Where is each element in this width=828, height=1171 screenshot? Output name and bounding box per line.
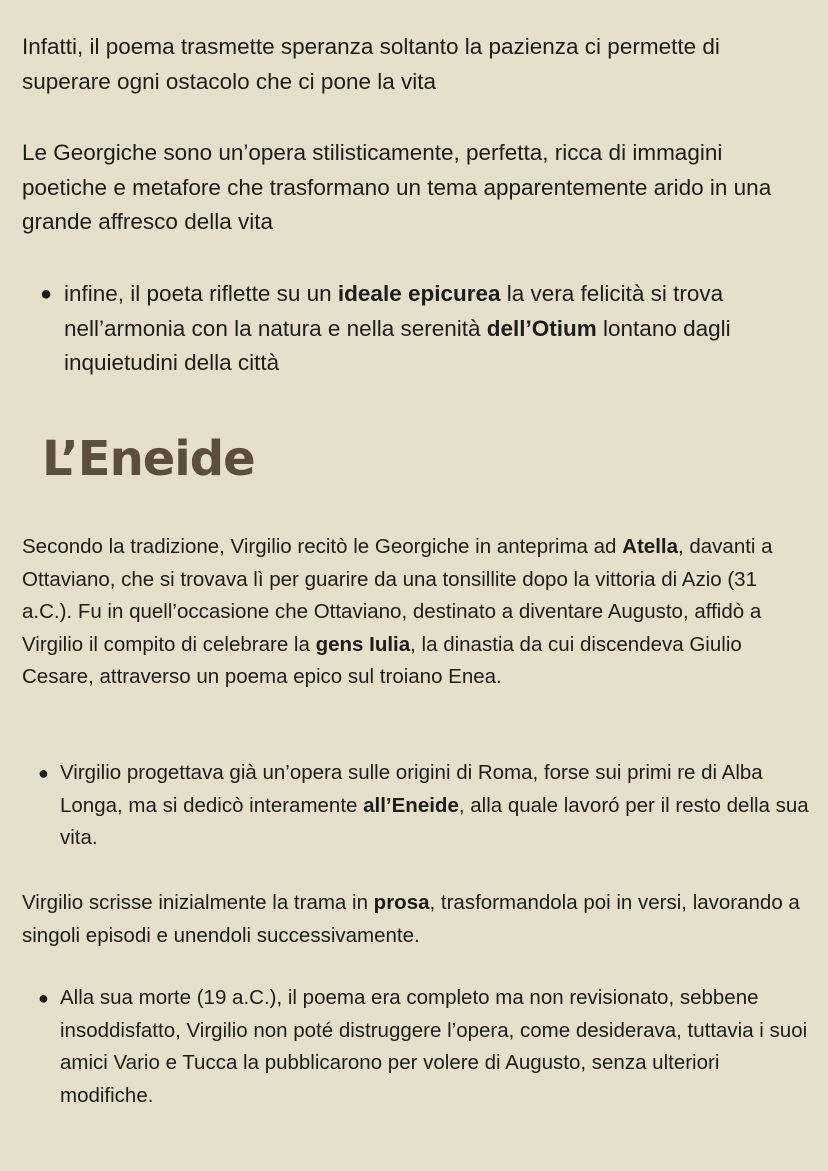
section-heading: L’Eneide — [42, 431, 255, 487]
section-bullet-1 — [38, 757, 815, 855]
section-bullet-2 — [38, 982, 815, 1112]
bold-term: dell’Otium — [486, 315, 597, 341]
bullet-dot-icon: ● — [38, 763, 49, 783]
bullet-dot-icon: ● — [40, 283, 53, 305]
bold-term: Atella — [622, 535, 678, 558]
paragraph-text: , davanti a Ottaviano, che si trovava lì per guarire da una tonsillite dopo la vittoria di Azio (31 a.C.). Fu in quell’occasione che Ottaviano, destinato a diventare Augusto, affidò a Virgilio il compito di celebrare la — [22, 535, 773, 656]
paragraph-text: Secondo la tradizione, Virgilio recitò le Georgiche in anteprima ad — [22, 535, 623, 558]
bullet-text: infine, il poeta riflette su un — [64, 281, 338, 306]
bullet-text: Alla sua morte (19 a.C.), il poema era completo ma non revisionato, sebbene insoddisfatto, Virgilio non poté distruggere l’opera, come desiderava, tuttavia i suoi amici Vario e Tucca la pubblicarono per volere di Augusto, senza ulteriori modifiche. — [60, 986, 808, 1107]
bullet-text: la vera felicità si trova nell’armonia con la natura e nella serenità — [64, 281, 724, 341]
paragraph-text: Virgilio scrisse inizialmente la trama in — [22, 891, 374, 914]
bold-term: ideale epicurea — [337, 281, 501, 306]
paragraph-text: , trasformandola poi in versi, lavorando a singoli episodi e unendoli successivamente. — [22, 891, 800, 947]
intro-bullet — [40, 277, 794, 381]
bullet-text: , alla quale lavoró per il resto della sua vita. — [60, 793, 809, 849]
section-paragraph-1 — [22, 531, 802, 694]
intro-paragraph-1: Infatti, il poema trasmette speranza soltanto la pazienza ci permette di superare ogni ostacolo che ci pone la vita — [22, 34, 720, 94]
bold-term: gens Iulia — [315, 632, 411, 656]
bullet-text: Virgilio progettava già un’opera sulle origini di Roma, forse sui primi re di Alba Longa, ma si dedicò interamente — [60, 761, 763, 817]
bullet-dot-icon: ● — [38, 988, 49, 1008]
bullet-text: lontano dagli inquietudini della città — [64, 315, 731, 375]
intro-paragraph-2: Le Georgiche sono un’opera stilisticamente, perfetta, ricca di immagini poetiche e metafore che trasformano un tema apparentemente arido in una grande affresco della vita — [22, 140, 772, 234]
bold-term: all’Eneide — [363, 793, 459, 817]
paragraph-text: , la dinastia da cui discendeva Giulio Cesare, attraverso un poema epico sul troiano Enea. — [22, 632, 742, 688]
bold-term: prosa — [373, 891, 430, 914]
section-paragraph-2 — [22, 887, 802, 952]
